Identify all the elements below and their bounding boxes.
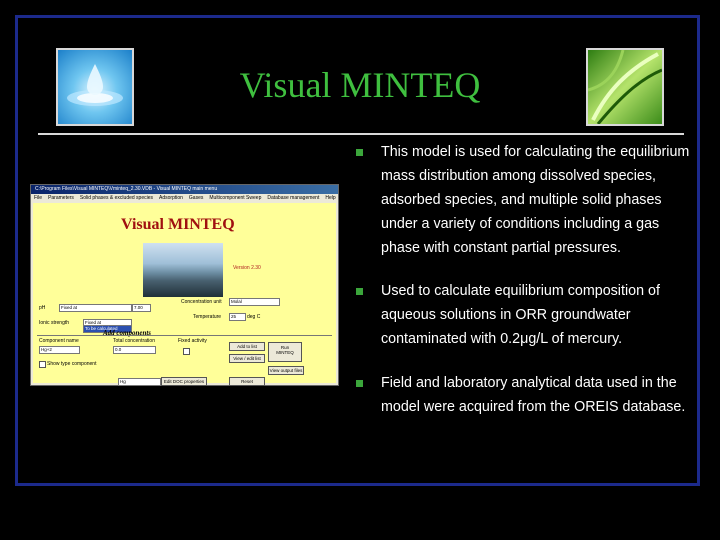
edit-doc-button[interactable]: Edit DOC properties xyxy=(161,377,207,386)
menu-item-adsorption[interactable]: Adsorption xyxy=(159,195,183,201)
add-components-heading: Add components xyxy=(103,329,152,337)
bottom-select[interactable]: Hg xyxy=(118,378,161,386)
version-label: Version 2.30 xyxy=(233,265,261,271)
total-concentration-label: Total concentration xyxy=(113,338,155,344)
mountain-lake-image xyxy=(143,243,223,297)
ionic-strength-select[interactable]: Fixed at xyxy=(83,319,132,327)
add-to-list-button[interactable]: Add to list xyxy=(229,342,265,351)
view-edit-list-button[interactable]: View / edit list xyxy=(229,354,265,363)
fixed-activity-label: Fixed activity xyxy=(178,338,207,344)
menu-item-file[interactable]: File xyxy=(34,195,43,201)
reset-button[interactable]: Reset xyxy=(229,377,265,386)
component-select[interactable]: Hg+2 xyxy=(39,346,80,354)
menu-item-parameters[interactable]: Parameters xyxy=(48,195,74,201)
component-name-label: Component name xyxy=(39,338,79,344)
menu-item-gases[interactable]: Gases xyxy=(188,195,204,201)
title-divider xyxy=(38,133,684,135)
fixed-activity-checkbox[interactable] xyxy=(183,348,190,355)
total-concentration-input[interactable]: 0.0 xyxy=(113,346,156,354)
menu-item-multicomponent[interactable]: Multicomponent Sweep xyxy=(209,195,262,201)
menu-item-solid-phases[interactable]: Solid phases & excluded species xyxy=(79,195,154,201)
slide-title: Visual MINTEQ xyxy=(239,65,481,105)
run-button-line1: Run xyxy=(280,345,290,350)
bullet-list xyxy=(356,140,696,419)
ionic-strength-option[interactable]: To be calculated xyxy=(83,325,132,333)
run-button-line2: MINTEQ xyxy=(276,350,294,355)
show-component-label: Show type component xyxy=(47,361,97,367)
temperature-unit: deg C xyxy=(247,314,261,320)
view-output-files-button[interactable]: View output files xyxy=(269,368,303,373)
temperature-label: Temperature xyxy=(193,314,222,320)
window-title-bar: C:\Program Files\Visual MINTEQ\Vminteq_2.30.VDB - Visual MINTEQ main menu xyxy=(31,185,338,194)
ph-select[interactable]: Fixed at xyxy=(59,304,132,312)
menu-item-database[interactable]: Database management xyxy=(267,195,320,201)
green-leaf-icon xyxy=(586,48,664,126)
temperature-input[interactable]: 25 xyxy=(229,313,246,321)
ph-label: pH xyxy=(39,305,46,311)
bullet-item: Used to calculate equilibrium composition of aqueous solutions in ORR groundwater contaminated with 0.2μg/L of mercury. xyxy=(356,279,696,351)
main-panel xyxy=(33,203,336,383)
concentration-unit-label: Concentration unit xyxy=(181,299,222,305)
ph-value-input[interactable]: 7.00 xyxy=(132,304,151,312)
concentration-unit-select[interactable]: Molal xyxy=(229,298,280,306)
menu-bar xyxy=(31,194,338,202)
bullet-item: This model is used for calculating the equilibrium mass distribution among dissolved species, adsorbed species, and multiple solid phases under a variety of conditions including a gas phase with constant partial pressures. xyxy=(356,140,696,260)
ionic-strength-label: Ionic strength xyxy=(39,320,70,326)
visual-minteq-screenshot xyxy=(30,184,339,386)
show-component-checkbox[interactable] xyxy=(39,361,46,368)
water-drop-icon xyxy=(56,48,134,126)
section-divider xyxy=(37,335,332,336)
app-title: Visual MINTEQ xyxy=(121,216,235,233)
run-minteq-button[interactable] xyxy=(268,342,302,362)
menu-item-help[interactable]: Help xyxy=(325,195,336,201)
bullet-item: Field and laboratory analytical data used in the model were acquired from the OREIS database. xyxy=(356,371,696,419)
